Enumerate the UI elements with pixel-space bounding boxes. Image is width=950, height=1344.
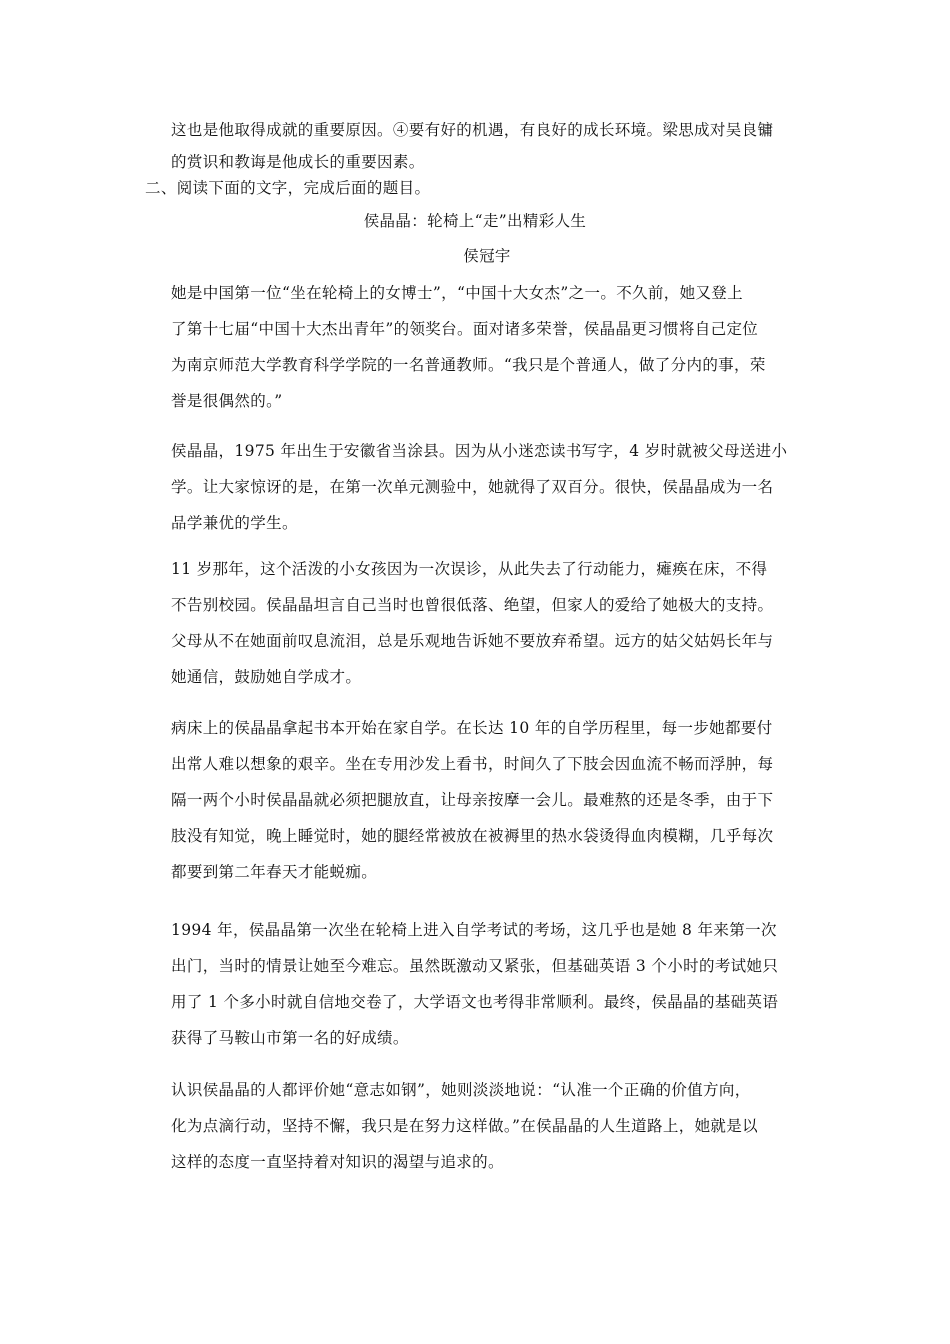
paragraph-6 — [171, 1072, 811, 1180]
text-line: 病床上的侯晶晶拿起书本开始在家自学。在长达 10 年的自学历程里，每一步她都要付 — [171, 719, 773, 737]
text-line: 不告别校园。侯晶晶坦言自己当时也曾很低落、绝望，但家人的爱给了她极大的支持。 — [171, 596, 774, 614]
article-title: 侯晶晶：轮椅上“走”出精彩人生 — [363, 212, 587, 230]
text-line: 品学兼优的学生。 — [171, 514, 298, 532]
paragraph-1 — [171, 275, 811, 419]
text-line: 11 岁那年，这个活泼的小女孩因为一次误诊，从此失去了行动能力，瘫痪在床，不得 — [171, 560, 768, 578]
text-line: 1994 年，侯晶晶第一次坐在轮椅上进入自学考试的考场，这几乎也是她 8 年来第一次 — [171, 921, 777, 939]
text-line: 认识侯晶晶的人都评价她“意志如钢”，她则淡淡地说：“认准一个正确的价值方向， — [171, 1081, 751, 1099]
text-line: 出门，当时的情景让她至今难忘。虽然既激动又紧张，但基础英语 3 个小时的考试她只 — [171, 957, 779, 975]
text-line: 都要到第二年春天才能蜕痂。 — [171, 863, 378, 881]
text-line: 她通信，鼓励她自学成才。 — [171, 668, 362, 686]
paragraph-4 — [171, 710, 811, 890]
text-line: 出常人难以想象的艰辛。坐在专用沙发上看书，时间久了下肢会因血流不畅而浮肿，每 — [171, 755, 774, 773]
text-line: 了第十七届“中国十大杰出青年”的领奖台。面对诸多荣誉，侯晶晶更习惯将自己定位 — [171, 320, 759, 338]
text-line: 获得了马鞍山市第一名的好成绩。 — [171, 1029, 409, 1047]
text-line: 为南京师范大学教育科学学院的一名普通教师。“我只是个普通人，做了分内的事，荣 — [171, 356, 766, 374]
paragraph-3 — [171, 551, 811, 695]
text-line: 侯晶晶，1975 年出生于安徽省当涂县。因为从小迷恋读书写字，4 岁时就被父母送进小 — [171, 442, 788, 460]
text-line: 隔一两个小时侯晶晶就必须把腿放直，让母亲按摩一会儿。最难熬的还是冬季，由于下 — [171, 791, 774, 809]
section-heading: 二、阅读下面的文字，完成后面的题目。 — [145, 179, 431, 197]
text-line: 这也是他取得成就的重要原因。④要有好的机遇，有良好的成长环境。梁思成对吴良镛 — [171, 121, 774, 139]
paragraph-2 — [171, 433, 811, 541]
text-line: 化为点滴行动，坚持不懈，我只是在努力这样做。”在侯晶晶的人生道路上，她就是以 — [171, 1117, 758, 1135]
text-line: 她是中国第一位“坐在轮椅上的女博士”，“中国十大女杰”之一。不久前，她又登上 — [171, 284, 743, 302]
text-line: 学。让大家惊讶的是，在第一次单元测验中，她就得了双百分。很快，侯晶晶成为一名 — [171, 478, 774, 496]
text-line: 的赏识和教诲是他成长的重要因素。 — [171, 153, 425, 171]
paragraph-5 — [171, 912, 811, 1056]
text-line: 父母从不在她面前叹息流泪，总是乐观地告诉她不要放弃希望。远方的姑父姑妈长年与 — [171, 632, 774, 650]
text-line: 誉是很偶然的。” — [171, 392, 283, 410]
text-line: 这样的态度一直坚持着对知识的渴望与追求的。 — [171, 1153, 504, 1171]
article-author: 侯冠宇 — [463, 247, 511, 265]
continuation-paragraph — [171, 112, 811, 176]
text-line: 肢没有知觉，晚上睡觉时，她的腿经常被放在被褥里的热水袋烫得血肉模糊，几乎每次 — [171, 827, 774, 845]
text-line: 用了 1 个多小时就自信地交卷了，大学语文也考得非常顺利。最终，侯晶晶的基础英语 — [171, 993, 779, 1011]
